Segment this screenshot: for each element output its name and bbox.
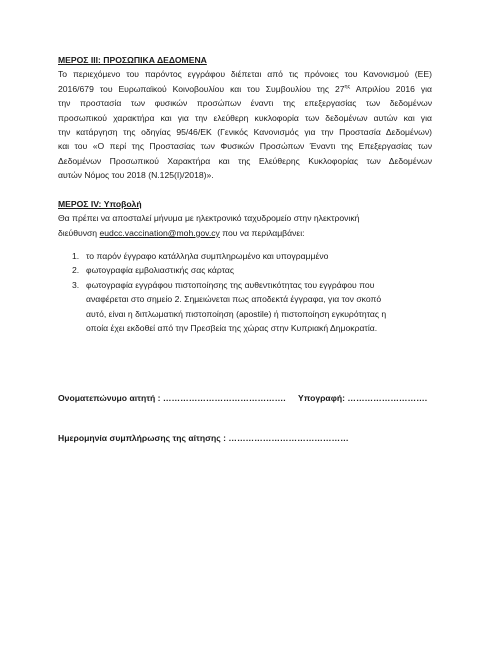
submission-heading: ΜΕΡΟΣ ΙV: Υποβολή — [58, 199, 142, 209]
list-item-text — [86, 278, 437, 336]
submission-section — [58, 197, 432, 240]
list-item — [72, 249, 437, 263]
submission-intro-line: Θα πρέπει να αποσταλεί μήνυμα με ηλεκτρονικό ταχυδρομείο στην ηλεκτρονική — [58, 213, 360, 224]
list-item-line: αυτό, είναι η διπλωματική πιστοποίηση (apostile) ή πιστοποίηση εγκυρότητας η — [86, 308, 387, 319]
paragraph-line: την προστασία των φυσικών προσώπων έναντι της επεξεργασίας των δεδομένων — [58, 98, 432, 109]
completion-date-label: Ημερομηνία συμπλήρωσης της αίτησης : …………………………………… — [58, 433, 349, 443]
paragraph-line: Δεδομένων Προσωπικού Χαρακτήρα και της Ελεύθερης Κυκλοφορίας των Δεδομένων — [58, 155, 432, 166]
list-item-text: το παρόν έγγραφο κατάλληλα συμπληρωμένο και υπογραμμένο — [86, 251, 329, 261]
list-number: 1. — [72, 251, 80, 261]
intro-suffix: που να περιλαμβάνει: — [219, 227, 305, 238]
intro-prefix: διεύθυνση — [58, 227, 100, 238]
list-item-line: αναφέρεται στο σημείο 2. Σημειώνεται πως αποδεκτά έγγραφα, για τον σκοπό — [86, 294, 382, 305]
paragraph-line: προσωπικού χαρακτήρα και για την ελεύθερη κυκλοφορία των δεδομένων αυτών και για — [58, 112, 432, 123]
list-item-line: φωτογραφία εγγράφου πιστοποίησης της αυθεντικότητας του εγγράφου που — [86, 279, 375, 290]
list-item — [72, 278, 437, 336]
list-item-text: φωτογραφία εμβολιαστικής σας κάρτας — [86, 265, 235, 276]
list-item — [72, 263, 437, 277]
paragraph-line: την κατάργηση της οδηγίας 95/46/ΕΚ (Γενικός Κανονισμός για την Προστασία Δεδομένων) — [58, 127, 432, 138]
personal-data-paragraph — [58, 67, 432, 182]
paragraph-line: 2016/679 του Ευρωπαϊκού Κοινοβουλίου και του Συμβουλίου της $27^{\eta\varsigma}$ Απριλίου 2016 για — [58, 83, 433, 94]
submission-intro-line — [58, 226, 432, 240]
personal-data-heading: ΜΕΡΟΣ ΙΙΙ: ΠΡΟΣΩΠΙΚΑ ΔΕΔΟΜΕΝΑ — [58, 55, 207, 65]
paragraph-line: και του «Ο περί της Προστασίας των Φυσικών Προσώπων Έναντι της Επεξεργασίας των — [58, 141, 432, 152]
applicant-name-label: Ονοματεπώνυμο αιτητή : ……………………………………. — [58, 393, 286, 403]
submission-list — [72, 249, 437, 335]
ordinal-suffix: ης — [344, 83, 351, 90]
list-number: 2. — [72, 265, 80, 276]
personal-data-section — [58, 53, 432, 183]
list-number: 3. — [72, 279, 80, 290]
email-link[interactable]: eudcc.vaccination@moh.gov.cy — [99, 227, 220, 238]
paragraph-line: αυτών Νόμος του 2018 (Ν.125(Ι)/2018)». — [58, 170, 214, 181]
paragraph-line: Το περιεχόμενο του παρόντος εγγράφου διέπεται από τις πρόνοιες του Κανονισμού (ΕΕ) — [58, 69, 432, 80]
signature-label: Υπογραφή: ………………………. — [298, 393, 428, 403]
list-item-line: οποία έχει εκδοθεί από την Πρεσβεία της χώρας στην Κυπριακή Δημοκρατία. — [86, 323, 378, 334]
